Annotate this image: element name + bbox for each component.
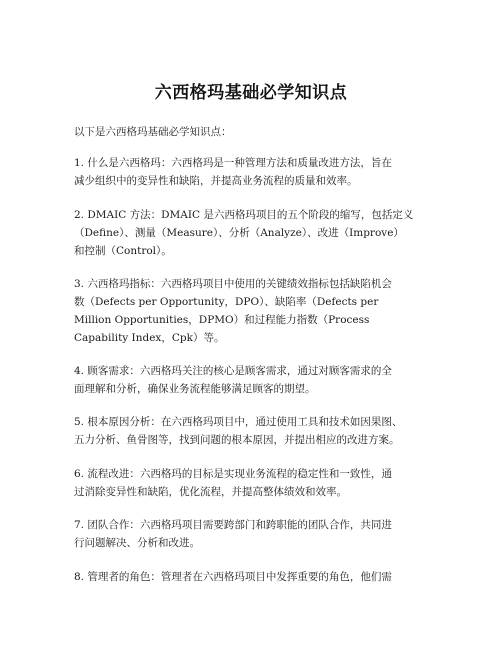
list-item-8	[74, 568, 454, 586]
item-line: 1. 什么是六西格玛：六西格玛是一种管理方法和质量改进方法，旨在	[74, 157, 392, 169]
list-item-7	[74, 516, 454, 552]
list-item-3	[74, 275, 454, 347]
item-line: Capability Index，Cpk）等。	[74, 332, 225, 344]
item-line: 五力分析、鱼骨图等，找到问题的根本原因，并提出相应的改进方案。	[74, 434, 400, 446]
item-line: 过消除变异性和缺陷，优化流程，并提高整体绩效和效率。	[74, 486, 347, 498]
list-item-4	[74, 362, 454, 398]
intro-text: 以下是六西格玛基础必学知识点：	[74, 126, 232, 138]
document-title: 六西格玛基础必学知识点	[154, 83, 348, 103]
item-line: 4. 顾客需求：六西格玛关注的核心是顾客需求，通过对顾客需求的全	[74, 365, 392, 377]
item-line: 行问题解决、分析和改进。	[74, 537, 200, 549]
item-line: 数（Defects per Opportunity，DPO）、缺陷率（Defects per	[74, 296, 379, 308]
item-line: （Define）、测量（Measure）、分析（Analyze）、改进（Improve）	[74, 227, 404, 239]
item-line: 和控制（Control）。	[74, 245, 172, 257]
item-line: 2. DMAIC 方法：DMAIC 是六西格玛项目的五个阶段的缩写，包括定义	[74, 209, 414, 221]
item-line: Million Opportunities，DPMO）和过程能力指数（Process	[74, 314, 370, 326]
list-item-6	[74, 465, 454, 501]
item-line: 3. 六西格玛指标：六西格玛项目中使用的关键绩效指标包括缺陷机会	[74, 278, 392, 290]
item-line: 面理解和分析，确保业务流程能够满足顾客的期望。	[74, 383, 316, 395]
item-line: 减少组织中的变异性和缺陷，并提高业务流程的质量和效率。	[74, 175, 358, 187]
item-line: 7. 团队合作：六西格玛项目需要跨部门和跨职能的团队合作，共同进	[74, 519, 392, 531]
list-item-2	[74, 206, 454, 260]
list-item-5	[74, 413, 454, 449]
item-line: 6. 流程改进：六西格玛的目标是实现业务流程的稳定性和一致性，通	[74, 468, 392, 480]
item-line: 5. 根本原因分析：在六西格玛项目中，通过使用工具和技术如因果图、	[74, 416, 403, 428]
list-item-1	[74, 154, 454, 190]
item-line: 8. 管理者的角色：管理者在六西格玛项目中发挥重要的角色，他们需	[74, 571, 392, 583]
